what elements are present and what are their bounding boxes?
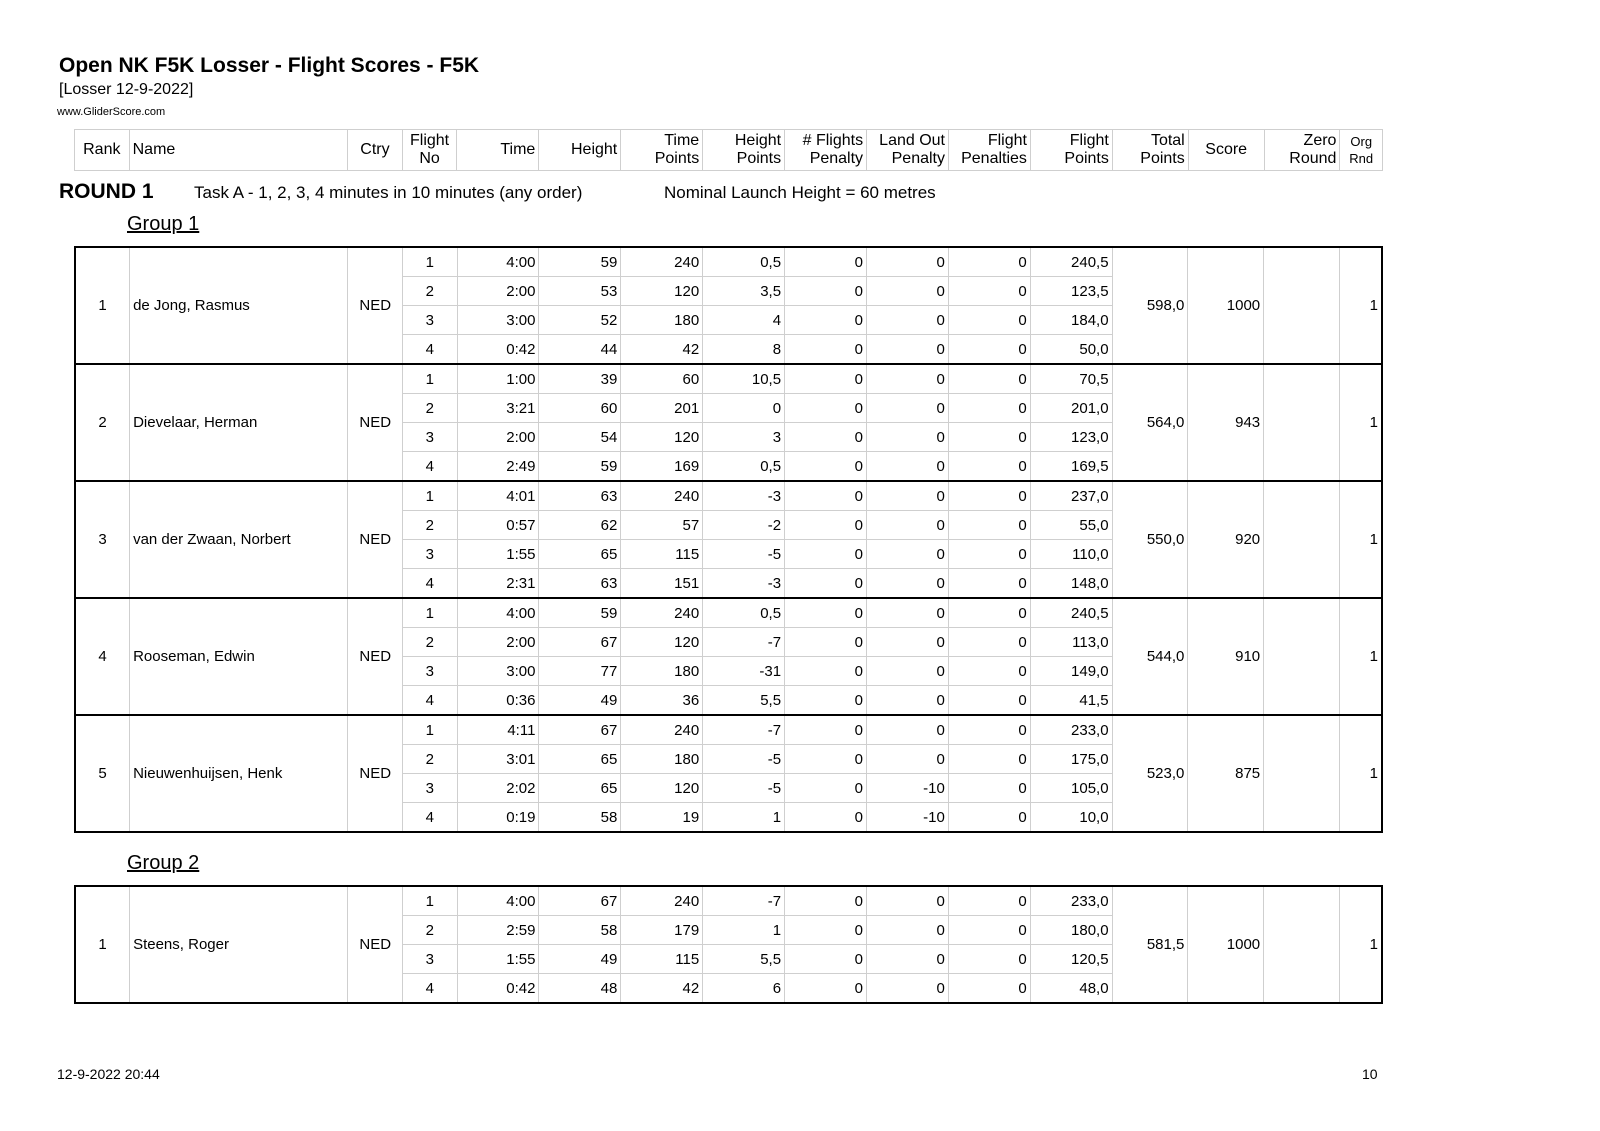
flight-points-cell: 180,0 bbox=[1030, 916, 1112, 945]
land-out-penalty-cell: 0 bbox=[866, 569, 948, 599]
height-cell: 63 bbox=[539, 481, 621, 511]
time-cell: 4:00 bbox=[457, 598, 539, 628]
country-cell: NED bbox=[348, 481, 403, 598]
website-label: www.GliderScore.com bbox=[57, 106, 166, 118]
land-out-penalty-cell: 0 bbox=[866, 247, 948, 277]
time-points-cell: 19 bbox=[621, 803, 703, 833]
flight-no-cell: 4 bbox=[402, 452, 457, 482]
height-points-cell: 5,5 bbox=[703, 945, 785, 974]
height-cell: 44 bbox=[539, 335, 621, 365]
flights-penalty-cell: 0 bbox=[785, 628, 867, 657]
header-total-points: Total Points bbox=[1112, 130, 1188, 171]
height-points-cell: -5 bbox=[703, 774, 785, 803]
land-out-penalty-cell: 0 bbox=[866, 423, 948, 452]
time-cell: 1:00 bbox=[457, 364, 539, 394]
flight-no-cell: 4 bbox=[402, 803, 457, 833]
zero-round-cell bbox=[1264, 364, 1340, 481]
header-rank: Rank bbox=[75, 130, 130, 171]
table-row bbox=[75, 247, 1382, 277]
rank-cell: 1 bbox=[75, 886, 130, 1003]
height-points-cell: 5,5 bbox=[703, 686, 785, 716]
time-cell: 0:42 bbox=[457, 335, 539, 365]
total-points-cell: 598,0 bbox=[1112, 247, 1188, 364]
pilot-name-cell: Steens, Roger bbox=[130, 886, 348, 1003]
flight-points-cell: 237,0 bbox=[1030, 481, 1112, 511]
group-label: Group 1 bbox=[127, 213, 200, 235]
time-points-cell: 57 bbox=[621, 511, 703, 540]
task-description: Task A - 1, 2, 3, 4 minutes in 10 minutes (any order) bbox=[194, 183, 583, 202]
flight-penalties-cell: 0 bbox=[948, 803, 1030, 833]
group-label: Group 2 bbox=[127, 852, 200, 874]
height-cell: 49 bbox=[539, 686, 621, 716]
land-out-penalty-cell: 0 bbox=[866, 511, 948, 540]
height-cell: 67 bbox=[539, 715, 621, 745]
flight-points-cell: 169,5 bbox=[1030, 452, 1112, 482]
flight-penalties-cell: 0 bbox=[948, 916, 1030, 945]
flight-penalties-cell: 0 bbox=[948, 774, 1030, 803]
org-rnd-cell: 1 bbox=[1339, 715, 1382, 832]
time-cell: 4:00 bbox=[457, 886, 539, 916]
rank-cell: 2 bbox=[75, 364, 130, 481]
flights-penalty-cell: 0 bbox=[785, 247, 867, 277]
total-points-cell: 581,5 bbox=[1112, 886, 1188, 1003]
flight-penalties-cell: 0 bbox=[948, 745, 1030, 774]
height-cell: 54 bbox=[539, 423, 621, 452]
flight-penalties-cell: 0 bbox=[948, 511, 1030, 540]
height-cell: 59 bbox=[539, 452, 621, 482]
pilot-name-cell: Rooseman, Edwin bbox=[130, 598, 348, 715]
score-cell: 1000 bbox=[1188, 886, 1264, 1003]
time-cell: 2:49 bbox=[457, 452, 539, 482]
flight-no-cell: 1 bbox=[402, 598, 457, 628]
round-label: ROUND 1 bbox=[59, 180, 154, 203]
time-points-cell: 120 bbox=[621, 423, 703, 452]
header-time-points: Time Points bbox=[621, 130, 703, 171]
nominal-launch-height: Nominal Launch Height = 60 metres bbox=[664, 183, 936, 202]
height-cell: 52 bbox=[539, 306, 621, 335]
height-cell: 65 bbox=[539, 774, 621, 803]
flights-penalty-cell: 0 bbox=[785, 657, 867, 686]
flight-penalties-cell: 0 bbox=[948, 628, 1030, 657]
height-cell: 65 bbox=[539, 540, 621, 569]
height-cell: 65 bbox=[539, 745, 621, 774]
flight-no-cell: 2 bbox=[402, 277, 457, 306]
land-out-penalty-cell: 0 bbox=[866, 306, 948, 335]
flights-penalty-cell: 0 bbox=[785, 886, 867, 916]
land-out-penalty-cell: 0 bbox=[866, 481, 948, 511]
time-cell: 4:11 bbox=[457, 715, 539, 745]
land-out-penalty-cell: 0 bbox=[866, 598, 948, 628]
flights-penalty-cell: 0 bbox=[785, 715, 867, 745]
group-table bbox=[74, 246, 1383, 833]
time-cell: 1:55 bbox=[457, 945, 539, 974]
pilot-name-cell: de Jong, Rasmus bbox=[130, 247, 348, 364]
flights-penalty-cell: 0 bbox=[785, 277, 867, 306]
height-points-cell: -7 bbox=[703, 886, 785, 916]
flight-penalties-cell: 0 bbox=[948, 945, 1030, 974]
flights-penalty-cell: 0 bbox=[785, 803, 867, 833]
flight-points-cell: 175,0 bbox=[1030, 745, 1112, 774]
flight-penalties-cell: 0 bbox=[948, 452, 1030, 482]
land-out-penalty-cell: 0 bbox=[866, 628, 948, 657]
header-flights-penalty: # Flights Penalty bbox=[785, 130, 867, 171]
height-cell: 53 bbox=[539, 277, 621, 306]
header-height: Height bbox=[539, 130, 621, 171]
height-cell: 63 bbox=[539, 569, 621, 599]
time-points-cell: 169 bbox=[621, 452, 703, 482]
rank-cell: 5 bbox=[75, 715, 130, 832]
flights-penalty-cell: 0 bbox=[785, 540, 867, 569]
score-cell: 1000 bbox=[1188, 247, 1264, 364]
rank-cell: 3 bbox=[75, 481, 130, 598]
height-points-cell: -3 bbox=[703, 569, 785, 599]
height-points-cell: 10,5 bbox=[703, 364, 785, 394]
flight-points-cell: 70,5 bbox=[1030, 364, 1112, 394]
height-points-cell: 3 bbox=[703, 423, 785, 452]
org-rnd-cell: 1 bbox=[1339, 481, 1382, 598]
land-out-penalty-cell: 0 bbox=[866, 364, 948, 394]
time-points-cell: 180 bbox=[621, 745, 703, 774]
time-points-cell: 240 bbox=[621, 886, 703, 916]
height-points-cell: 8 bbox=[703, 335, 785, 365]
height-cell: 49 bbox=[539, 945, 621, 974]
header-ctry: Ctry bbox=[348, 130, 403, 171]
time-points-cell: 120 bbox=[621, 774, 703, 803]
flight-penalties-cell: 0 bbox=[948, 364, 1030, 394]
time-points-cell: 240 bbox=[621, 598, 703, 628]
flight-no-cell: 3 bbox=[402, 423, 457, 452]
flight-penalties-cell: 0 bbox=[948, 247, 1030, 277]
time-points-cell: 115 bbox=[621, 540, 703, 569]
time-cell: 0:19 bbox=[457, 803, 539, 833]
flight-no-cell: 3 bbox=[402, 774, 457, 803]
time-points-cell: 60 bbox=[621, 364, 703, 394]
flights-penalty-cell: 0 bbox=[785, 481, 867, 511]
flight-penalties-cell: 0 bbox=[948, 423, 1030, 452]
flight-points-cell: 149,0 bbox=[1030, 657, 1112, 686]
time-points-cell: 151 bbox=[621, 569, 703, 599]
time-points-cell: 180 bbox=[621, 657, 703, 686]
header-time: Time bbox=[457, 130, 539, 171]
flight-no-cell: 1 bbox=[402, 481, 457, 511]
height-cell: 48 bbox=[539, 974, 621, 1004]
land-out-penalty-cell: -10 bbox=[866, 803, 948, 833]
time-points-cell: 240 bbox=[621, 481, 703, 511]
zero-round-cell bbox=[1264, 598, 1340, 715]
page-title: Open NK F5K Losser - Flight Scores - F5K bbox=[59, 54, 480, 77]
zero-round-cell bbox=[1264, 886, 1340, 1003]
time-cell: 0:57 bbox=[457, 511, 539, 540]
score-cell: 943 bbox=[1188, 364, 1264, 481]
pilot-name-cell: van der Zwaan, Norbert bbox=[130, 481, 348, 598]
header-org-rnd: Org Rnd bbox=[1340, 130, 1383, 171]
land-out-penalty-cell: 0 bbox=[866, 745, 948, 774]
flight-points-cell: 233,0 bbox=[1030, 886, 1112, 916]
time-cell: 0:42 bbox=[457, 974, 539, 1004]
time-points-cell: 240 bbox=[621, 247, 703, 277]
total-points-cell: 523,0 bbox=[1112, 715, 1188, 832]
rank-cell: 4 bbox=[75, 598, 130, 715]
flight-points-cell: 55,0 bbox=[1030, 511, 1112, 540]
time-cell: 2:31 bbox=[457, 569, 539, 599]
header-height-points: Height Points bbox=[703, 130, 785, 171]
time-points-cell: 36 bbox=[621, 686, 703, 716]
height-points-cell: -31 bbox=[703, 657, 785, 686]
flight-no-cell: 3 bbox=[402, 657, 457, 686]
flight-points-cell: 148,0 bbox=[1030, 569, 1112, 599]
score-cell: 920 bbox=[1188, 481, 1264, 598]
flights-penalty-cell: 0 bbox=[785, 306, 867, 335]
time-points-cell: 120 bbox=[621, 277, 703, 306]
flight-penalties-cell: 0 bbox=[948, 657, 1030, 686]
time-cell: 3:01 bbox=[457, 745, 539, 774]
height-cell: 58 bbox=[539, 803, 621, 833]
flights-penalty-cell: 0 bbox=[785, 974, 867, 1004]
flight-no-cell: 4 bbox=[402, 974, 457, 1004]
org-rnd-cell: 1 bbox=[1339, 364, 1382, 481]
height-points-cell: -7 bbox=[703, 628, 785, 657]
flights-penalty-cell: 0 bbox=[785, 774, 867, 803]
flight-points-cell: 123,5 bbox=[1030, 277, 1112, 306]
height-cell: 59 bbox=[539, 598, 621, 628]
rank-cell: 1 bbox=[75, 247, 130, 364]
time-cell: 4:01 bbox=[457, 481, 539, 511]
land-out-penalty-cell: -10 bbox=[866, 774, 948, 803]
flight-penalties-cell: 0 bbox=[948, 335, 1030, 365]
total-points-cell: 564,0 bbox=[1112, 364, 1188, 481]
land-out-penalty-cell: 0 bbox=[866, 452, 948, 482]
header-land-out-penalty: Land Out Penalty bbox=[867, 130, 949, 171]
time-cell: 0:36 bbox=[457, 686, 539, 716]
flight-no-cell: 4 bbox=[402, 686, 457, 716]
pilot-name-cell: Nieuwenhuijsen, Henk bbox=[130, 715, 348, 832]
flight-points-cell: 201,0 bbox=[1030, 394, 1112, 423]
height-cell: 39 bbox=[539, 364, 621, 394]
height-points-cell: 0,5 bbox=[703, 247, 785, 277]
total-points-cell: 544,0 bbox=[1112, 598, 1188, 715]
country-cell: NED bbox=[348, 364, 403, 481]
time-cell: 1:55 bbox=[457, 540, 539, 569]
page-number: 10 bbox=[1362, 1066, 1378, 1082]
height-points-cell: -5 bbox=[703, 540, 785, 569]
flight-no-cell: 1 bbox=[402, 364, 457, 394]
land-out-penalty-cell: 0 bbox=[866, 945, 948, 974]
flight-no-cell: 4 bbox=[402, 569, 457, 599]
land-out-penalty-cell: 0 bbox=[866, 277, 948, 306]
flight-penalties-cell: 0 bbox=[948, 598, 1030, 628]
time-points-cell: 180 bbox=[621, 306, 703, 335]
table-row bbox=[75, 715, 1382, 745]
country-cell: NED bbox=[348, 598, 403, 715]
flights-penalty-cell: 0 bbox=[785, 452, 867, 482]
land-out-penalty-cell: 0 bbox=[866, 540, 948, 569]
flight-penalties-cell: 0 bbox=[948, 974, 1030, 1004]
flight-no-cell: 1 bbox=[402, 247, 457, 277]
zero-round-cell bbox=[1264, 481, 1340, 598]
flight-penalties-cell: 0 bbox=[948, 394, 1030, 423]
land-out-penalty-cell: 0 bbox=[866, 974, 948, 1004]
flight-no-cell: 3 bbox=[402, 540, 457, 569]
height-points-cell: 1 bbox=[703, 803, 785, 833]
flight-no-cell: 3 bbox=[402, 945, 457, 974]
land-out-penalty-cell: 0 bbox=[866, 916, 948, 945]
time-points-cell: 42 bbox=[621, 335, 703, 365]
table-row bbox=[75, 481, 1382, 511]
land-out-penalty-cell: 0 bbox=[866, 686, 948, 716]
height-points-cell: 6 bbox=[703, 974, 785, 1004]
flight-penalties-cell: 0 bbox=[948, 540, 1030, 569]
height-cell: 67 bbox=[539, 628, 621, 657]
flight-penalties-cell: 0 bbox=[948, 277, 1030, 306]
flight-points-cell: 113,0 bbox=[1030, 628, 1112, 657]
flight-points-cell: 48,0 bbox=[1030, 974, 1112, 1004]
height-cell: 62 bbox=[539, 511, 621, 540]
header-flight-penalties: Flight Penalties bbox=[949, 130, 1031, 171]
table-row bbox=[75, 886, 1382, 916]
height-cell: 58 bbox=[539, 916, 621, 945]
flight-points-cell: 240,5 bbox=[1030, 247, 1112, 277]
time-points-cell: 120 bbox=[621, 628, 703, 657]
country-cell: NED bbox=[348, 886, 403, 1003]
flight-points-cell: 50,0 bbox=[1030, 335, 1112, 365]
flights-penalty-cell: 0 bbox=[785, 423, 867, 452]
column-header-table bbox=[74, 129, 1383, 171]
height-points-cell: -5 bbox=[703, 745, 785, 774]
time-points-cell: 115 bbox=[621, 945, 703, 974]
height-cell: 77 bbox=[539, 657, 621, 686]
flights-penalty-cell: 0 bbox=[785, 569, 867, 599]
time-cell: 3:00 bbox=[457, 657, 539, 686]
flight-points-cell: 41,5 bbox=[1030, 686, 1112, 716]
pilot-name-cell: Dievelaar, Herman bbox=[130, 364, 348, 481]
time-cell: 2:02 bbox=[457, 774, 539, 803]
height-cell: 67 bbox=[539, 886, 621, 916]
header-flight-points: Flight Points bbox=[1030, 130, 1112, 171]
table-row bbox=[75, 364, 1382, 394]
flight-points-cell: 184,0 bbox=[1030, 306, 1112, 335]
flight-points-cell: 240,5 bbox=[1030, 598, 1112, 628]
time-cell: 3:00 bbox=[457, 306, 539, 335]
height-points-cell: -7 bbox=[703, 715, 785, 745]
time-points-cell: 201 bbox=[621, 394, 703, 423]
flight-no-cell: 2 bbox=[402, 745, 457, 774]
flights-penalty-cell: 0 bbox=[785, 364, 867, 394]
page-subtitle: [Losser 12-9-2022] bbox=[59, 81, 194, 98]
flights-penalty-cell: 0 bbox=[785, 598, 867, 628]
time-cell: 4:00 bbox=[457, 247, 539, 277]
height-points-cell: -3 bbox=[703, 481, 785, 511]
time-cell: 3:21 bbox=[457, 394, 539, 423]
org-rnd-cell: 1 bbox=[1339, 598, 1382, 715]
total-points-cell: 550,0 bbox=[1112, 481, 1188, 598]
flight-penalties-cell: 0 bbox=[948, 569, 1030, 599]
flight-points-cell: 233,0 bbox=[1030, 715, 1112, 745]
flight-penalties-cell: 0 bbox=[948, 481, 1030, 511]
height-points-cell: -2 bbox=[703, 511, 785, 540]
flight-no-cell: 1 bbox=[402, 886, 457, 916]
country-cell: NED bbox=[348, 247, 403, 364]
time-cell: 2:00 bbox=[457, 423, 539, 452]
header-flight-no: Flight No bbox=[402, 130, 457, 171]
height-points-cell: 0,5 bbox=[703, 452, 785, 482]
flight-no-cell: 2 bbox=[402, 916, 457, 945]
height-points-cell: 3,5 bbox=[703, 277, 785, 306]
land-out-penalty-cell: 0 bbox=[866, 715, 948, 745]
header-score: Score bbox=[1188, 130, 1264, 171]
flights-penalty-cell: 0 bbox=[785, 335, 867, 365]
org-rnd-cell: 1 bbox=[1339, 247, 1382, 364]
flight-no-cell: 1 bbox=[402, 715, 457, 745]
height-points-cell: 4 bbox=[703, 306, 785, 335]
group-table bbox=[74, 885, 1383, 1004]
flight-penalties-cell: 0 bbox=[948, 686, 1030, 716]
time-cell: 2:59 bbox=[457, 916, 539, 945]
height-points-cell: 1 bbox=[703, 916, 785, 945]
flight-points-cell: 123,0 bbox=[1030, 423, 1112, 452]
land-out-penalty-cell: 0 bbox=[866, 657, 948, 686]
flight-points-cell: 120,5 bbox=[1030, 945, 1112, 974]
height-points-cell: 0,5 bbox=[703, 598, 785, 628]
header-zero-round: Zero Round bbox=[1264, 130, 1340, 171]
zero-round-cell bbox=[1264, 247, 1340, 364]
flight-points-cell: 105,0 bbox=[1030, 774, 1112, 803]
time-points-cell: 42 bbox=[621, 974, 703, 1004]
org-rnd-cell: 1 bbox=[1339, 886, 1382, 1003]
flights-penalty-cell: 0 bbox=[785, 394, 867, 423]
flights-penalty-cell: 0 bbox=[785, 945, 867, 974]
flights-penalty-cell: 0 bbox=[785, 686, 867, 716]
header-name: Name bbox=[129, 130, 348, 171]
flight-no-cell: 2 bbox=[402, 628, 457, 657]
flight-penalties-cell: 0 bbox=[948, 715, 1030, 745]
land-out-penalty-cell: 0 bbox=[866, 394, 948, 423]
land-out-penalty-cell: 0 bbox=[866, 886, 948, 916]
table-row bbox=[75, 598, 1382, 628]
flights-penalty-cell: 0 bbox=[785, 916, 867, 945]
height-cell: 60 bbox=[539, 394, 621, 423]
flights-penalty-cell: 0 bbox=[785, 745, 867, 774]
flight-points-cell: 10,0 bbox=[1030, 803, 1112, 833]
time-points-cell: 179 bbox=[621, 916, 703, 945]
score-cell: 910 bbox=[1188, 598, 1264, 715]
flight-points-cell: 110,0 bbox=[1030, 540, 1112, 569]
time-cell: 2:00 bbox=[457, 277, 539, 306]
footer-timestamp: 12-9-2022 20:44 bbox=[57, 1066, 160, 1082]
zero-round-cell bbox=[1264, 715, 1340, 832]
flight-penalties-cell: 0 bbox=[948, 886, 1030, 916]
flight-penalties-cell: 0 bbox=[948, 306, 1030, 335]
time-points-cell: 240 bbox=[621, 715, 703, 745]
flight-no-cell: 2 bbox=[402, 511, 457, 540]
score-cell: 875 bbox=[1188, 715, 1264, 832]
land-out-penalty-cell: 0 bbox=[866, 335, 948, 365]
time-cell: 2:00 bbox=[457, 628, 539, 657]
country-cell: NED bbox=[348, 715, 403, 832]
flight-no-cell: 2 bbox=[402, 394, 457, 423]
height-points-cell: 0 bbox=[703, 394, 785, 423]
height-cell: 59 bbox=[539, 247, 621, 277]
flights-penalty-cell: 0 bbox=[785, 511, 867, 540]
flight-no-cell: 4 bbox=[402, 335, 457, 365]
flight-no-cell: 3 bbox=[402, 306, 457, 335]
